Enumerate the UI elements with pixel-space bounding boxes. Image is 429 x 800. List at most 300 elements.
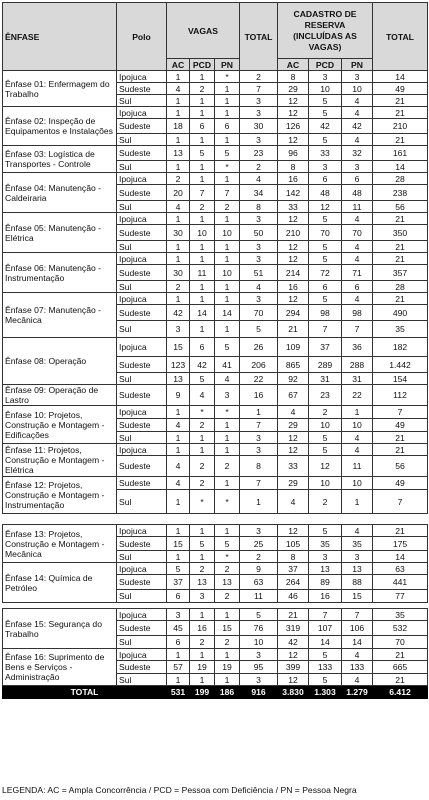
- value-cell: 21: [373, 444, 428, 456]
- value-cell: 14: [190, 305, 215, 321]
- value-cell: 3: [240, 241, 278, 253]
- polo-cell: Sudeste: [117, 305, 167, 321]
- value-cell: 2: [240, 551, 278, 563]
- value-cell: 29: [278, 419, 309, 432]
- polo-cell: Sul: [117, 490, 167, 514]
- value-cell: 2: [190, 563, 215, 575]
- value-cell: 10: [309, 83, 342, 95]
- value-cell: 5: [309, 95, 342, 107]
- value-cell: *: [215, 406, 240, 419]
- value-cell: 1: [215, 674, 240, 686]
- spacer-cell: [3, 514, 428, 525]
- value-cell: 13: [167, 146, 190, 161]
- value-cell: 34: [240, 185, 278, 201]
- value-cell: 10: [342, 419, 373, 432]
- value-cell: 63: [373, 563, 428, 575]
- polo-cell: Ipojuca: [117, 609, 167, 621]
- value-cell: 33: [309, 146, 342, 161]
- value-cell: 4: [167, 83, 190, 95]
- value-cell: 1: [240, 490, 278, 514]
- polo-cell: Sul: [117, 95, 167, 107]
- value-cell: 2: [215, 201, 240, 213]
- value-cell: 3: [240, 95, 278, 107]
- value-cell: 7: [240, 419, 278, 432]
- polo-cell: Ipojuca: [117, 71, 167, 83]
- value-cell: 3: [342, 551, 373, 563]
- header-pcd-reserva: PCD: [309, 59, 342, 71]
- polo-cell: Sudeste: [117, 419, 167, 432]
- value-cell: 2: [190, 477, 215, 490]
- value-cell: 16: [240, 385, 278, 406]
- value-cell: 5: [309, 649, 342, 661]
- value-cell: 71: [342, 265, 373, 281]
- polo-cell: Sul: [117, 432, 167, 444]
- polo-cell: Ipojuca: [117, 253, 167, 265]
- value-cell: 1: [215, 649, 240, 661]
- value-cell: 1: [167, 71, 190, 83]
- value-cell: 238: [373, 185, 428, 201]
- value-cell: 1: [215, 107, 240, 119]
- value-cell: 3: [309, 161, 342, 173]
- value-cell: 1: [167, 432, 190, 444]
- value-cell: 5: [215, 338, 240, 357]
- value-cell: 21: [373, 649, 428, 661]
- value-cell: 70: [309, 225, 342, 241]
- value-cell: 12: [278, 674, 309, 686]
- value-cell: 4: [167, 477, 190, 490]
- value-cell: 36: [342, 338, 373, 357]
- value-cell: 5: [309, 213, 342, 225]
- value-cell: 7: [309, 609, 342, 621]
- value-cell: 1: [167, 107, 190, 119]
- value-cell: 142: [278, 185, 309, 201]
- table-row: [3, 173, 428, 185]
- value-cell: 1: [190, 674, 215, 686]
- value-cell: 1: [190, 525, 215, 537]
- value-cell: 1: [215, 525, 240, 537]
- value-cell: 31: [342, 373, 373, 385]
- polo-cell: Sul: [117, 321, 167, 338]
- value-cell: 12: [278, 525, 309, 537]
- total-value-cell: 1.303: [309, 686, 342, 699]
- value-cell: 4: [342, 213, 373, 225]
- value-cell: 5: [215, 537, 240, 551]
- value-cell: 210: [278, 225, 309, 241]
- enfase-name: Ênfase 05: Manutenção - Elétrica: [3, 213, 117, 253]
- value-cell: 12: [278, 444, 309, 456]
- value-cell: 1: [190, 444, 215, 456]
- value-cell: 4: [278, 490, 309, 514]
- value-cell: 22: [240, 373, 278, 385]
- value-cell: 35: [373, 321, 428, 338]
- value-cell: 3: [240, 253, 278, 265]
- value-cell: 7: [309, 321, 342, 338]
- value-cell: 10: [215, 265, 240, 281]
- value-cell: 106: [342, 621, 373, 636]
- value-cell: 67: [278, 385, 309, 406]
- value-cell: 7: [240, 83, 278, 95]
- value-cell: 4: [278, 406, 309, 419]
- value-cell: 2: [190, 201, 215, 213]
- value-cell: 98: [342, 305, 373, 321]
- value-cell: 4: [167, 201, 190, 213]
- value-cell: 37: [278, 563, 309, 575]
- value-cell: 76: [240, 621, 278, 636]
- value-cell: 10: [342, 477, 373, 490]
- value-cell: 3: [342, 161, 373, 173]
- polo-cell: Sudeste: [117, 537, 167, 551]
- table-row: [3, 253, 428, 265]
- table-row: [3, 71, 428, 83]
- value-cell: 21: [373, 432, 428, 444]
- value-cell: 4: [342, 107, 373, 119]
- polo-cell: Sudeste: [117, 119, 167, 134]
- polo-cell: Sul: [117, 281, 167, 293]
- value-cell: 33: [278, 201, 309, 213]
- value-cell: 32: [342, 146, 373, 161]
- value-cell: 37: [167, 575, 190, 590]
- value-cell: 11: [240, 590, 278, 603]
- value-cell: 1: [190, 649, 215, 661]
- value-cell: *: [190, 490, 215, 514]
- value-cell: 1: [167, 95, 190, 107]
- value-cell: 107: [309, 621, 342, 636]
- value-cell: 665: [373, 661, 428, 674]
- polo-cell: Sul: [117, 134, 167, 146]
- value-cell: 1: [215, 253, 240, 265]
- table-row: [3, 444, 428, 456]
- value-cell: 441: [373, 575, 428, 590]
- value-cell: 21: [373, 674, 428, 686]
- value-cell: 4: [342, 674, 373, 686]
- value-cell: 15: [342, 590, 373, 603]
- value-cell: 1: [215, 281, 240, 293]
- value-cell: 89: [309, 575, 342, 590]
- value-cell: 21: [373, 293, 428, 305]
- value-cell: 4: [342, 649, 373, 661]
- value-cell: 11: [342, 456, 373, 477]
- value-cell: 865: [278, 357, 309, 373]
- total-label: TOTAL: [3, 686, 167, 699]
- polo-cell: Sudeste: [117, 146, 167, 161]
- value-cell: 288: [342, 357, 373, 373]
- table-row: [3, 385, 428, 406]
- value-cell: 6: [190, 338, 215, 357]
- total-value-cell: 6.412: [373, 686, 428, 699]
- value-cell: 3: [167, 609, 190, 621]
- enfase-name: Ênfase 10: Projetos, Construção e Montagem - Edificações: [3, 406, 117, 444]
- enfase-name: Ênfase 12: Projetos, Construção e Montagem - Instrumentação: [3, 477, 117, 514]
- value-cell: 4: [342, 293, 373, 305]
- polo-cell: Ipojuca: [117, 107, 167, 119]
- value-cell: 5: [309, 444, 342, 456]
- value-cell: 1: [167, 161, 190, 173]
- value-cell: 35: [373, 609, 428, 621]
- value-cell: 12: [278, 241, 309, 253]
- polo-cell: Ipojuca: [117, 338, 167, 357]
- value-cell: 6: [215, 119, 240, 134]
- value-cell: 1: [190, 173, 215, 185]
- polo-cell: Sudeste: [117, 575, 167, 590]
- header-ac-reserva: AC: [278, 59, 309, 71]
- value-cell: 21: [373, 241, 428, 253]
- value-cell: 30: [167, 265, 190, 281]
- value-cell: 42: [342, 119, 373, 134]
- value-cell: 12: [278, 95, 309, 107]
- value-cell: 105: [278, 537, 309, 551]
- value-cell: 12: [278, 253, 309, 265]
- value-cell: 2: [190, 83, 215, 95]
- value-cell: 1: [190, 95, 215, 107]
- total-value-cell: 199: [190, 686, 215, 699]
- value-cell: 1: [215, 134, 240, 146]
- value-cell: 206: [240, 357, 278, 373]
- value-cell: 1: [167, 406, 190, 419]
- value-cell: 56: [373, 201, 428, 213]
- value-cell: 51: [240, 265, 278, 281]
- header-enfase: ÊNFASE: [3, 3, 117, 71]
- value-cell: 2: [167, 281, 190, 293]
- enfase-name: Ênfase 08: Operação: [3, 338, 117, 385]
- value-cell: 14: [373, 71, 428, 83]
- value-cell: 12: [278, 213, 309, 225]
- section-spacer: [3, 514, 428, 525]
- value-cell: 1: [167, 551, 190, 563]
- value-cell: 182: [373, 338, 428, 357]
- polo-cell: Ipojuca: [117, 293, 167, 305]
- value-cell: 4: [342, 432, 373, 444]
- value-cell: 9: [167, 385, 190, 406]
- value-cell: 1: [167, 649, 190, 661]
- value-cell: 72: [309, 265, 342, 281]
- table-row: [3, 146, 428, 161]
- value-cell: 18: [167, 119, 190, 134]
- table-row: [3, 338, 428, 357]
- value-cell: *: [215, 161, 240, 173]
- value-cell: 7: [190, 185, 215, 201]
- value-cell: 25: [240, 537, 278, 551]
- value-cell: 14: [215, 305, 240, 321]
- value-cell: 12: [309, 201, 342, 213]
- value-cell: 1: [190, 253, 215, 265]
- value-cell: 5: [309, 674, 342, 686]
- table-row: [3, 293, 428, 305]
- total-value-cell: 1.279: [342, 686, 373, 699]
- value-cell: 8: [278, 71, 309, 83]
- value-cell: 9: [240, 563, 278, 575]
- value-cell: 2: [215, 590, 240, 603]
- value-cell: 13: [342, 563, 373, 575]
- value-cell: 3: [240, 525, 278, 537]
- value-cell: 35: [309, 537, 342, 551]
- value-cell: 3: [167, 321, 190, 338]
- value-cell: 8: [240, 456, 278, 477]
- value-cell: 11: [190, 265, 215, 281]
- value-cell: 28: [373, 281, 428, 293]
- table-row: [3, 477, 428, 490]
- value-cell: 21: [278, 609, 309, 621]
- value-cell: 264: [278, 575, 309, 590]
- header-total-reserva: TOTAL: [373, 3, 428, 71]
- value-cell: 2: [190, 419, 215, 432]
- value-cell: 2: [190, 636, 215, 649]
- value-cell: 1: [215, 83, 240, 95]
- value-cell: 15: [215, 621, 240, 636]
- value-cell: 31: [309, 373, 342, 385]
- total-value-cell: 531: [167, 686, 190, 699]
- value-cell: 2: [240, 71, 278, 83]
- value-cell: 112: [373, 385, 428, 406]
- value-cell: 21: [373, 107, 428, 119]
- value-cell: 1: [215, 95, 240, 107]
- value-cell: 3: [240, 213, 278, 225]
- value-cell: 21: [373, 95, 428, 107]
- value-cell: 1: [167, 253, 190, 265]
- value-cell: 289: [309, 357, 342, 373]
- enfase-name: Ênfase 02: Inspeção de Equipamentos e Instalações: [3, 107, 117, 146]
- value-cell: 1: [167, 241, 190, 253]
- value-cell: 123: [167, 357, 190, 373]
- value-cell: 13: [190, 575, 215, 590]
- enfase-name: Ênfase 06: Manutenção - Instrumentação: [3, 253, 117, 293]
- header-pn: PN: [215, 59, 240, 71]
- value-cell: 5: [309, 525, 342, 537]
- value-cell: 8: [240, 201, 278, 213]
- value-cell: 7: [215, 185, 240, 201]
- table-row: [3, 107, 428, 119]
- value-cell: 4: [342, 241, 373, 253]
- value-cell: 10: [342, 83, 373, 95]
- value-cell: 8: [278, 161, 309, 173]
- value-cell: 12: [278, 107, 309, 119]
- value-cell: 29: [278, 477, 309, 490]
- enfase-name: Ênfase 16: Suprimento de Bens e Serviços - Administração: [3, 649, 117, 686]
- value-cell: 4: [342, 253, 373, 265]
- value-cell: 4: [342, 95, 373, 107]
- value-cell: 26: [240, 338, 278, 357]
- value-cell: 1: [190, 551, 215, 563]
- value-cell: 5: [190, 146, 215, 161]
- polo-cell: Sul: [117, 590, 167, 603]
- value-cell: 1: [167, 444, 190, 456]
- table-row: [3, 213, 428, 225]
- value-cell: 1: [190, 321, 215, 338]
- value-cell: 3: [342, 71, 373, 83]
- value-cell: 1: [215, 173, 240, 185]
- value-cell: 88: [342, 575, 373, 590]
- header-ac: AC: [167, 59, 190, 71]
- header-pn-reserva: PN: [342, 59, 373, 71]
- value-cell: 21: [373, 253, 428, 265]
- value-cell: 1: [167, 134, 190, 146]
- value-cell: 1: [190, 609, 215, 621]
- value-cell: 294: [278, 305, 309, 321]
- value-cell: 319: [278, 621, 309, 636]
- value-cell: 19: [215, 661, 240, 674]
- value-cell: 10: [190, 225, 215, 241]
- value-cell: 56: [373, 456, 428, 477]
- value-cell: 4: [240, 173, 278, 185]
- value-cell: 5: [309, 241, 342, 253]
- table-row: [3, 563, 428, 575]
- table-row: [3, 649, 428, 661]
- value-cell: 23: [240, 146, 278, 161]
- value-cell: 6: [190, 119, 215, 134]
- total-value-cell: 916: [240, 686, 278, 699]
- polo-cell: Sudeste: [117, 83, 167, 95]
- value-cell: *: [215, 490, 240, 514]
- enfase-name: Ênfase 07: Manutenção - Mecânica: [3, 293, 117, 338]
- value-cell: 175: [373, 537, 428, 551]
- value-cell: 16: [278, 281, 309, 293]
- enfase-name: Ênfase 01: Enfermagem do Trabalho: [3, 71, 117, 107]
- value-cell: 10: [215, 225, 240, 241]
- value-cell: 20: [167, 185, 190, 201]
- value-cell: 13: [215, 575, 240, 590]
- value-cell: 70: [240, 305, 278, 321]
- value-cell: 350: [373, 225, 428, 241]
- value-cell: 6: [342, 281, 373, 293]
- value-cell: 3: [309, 551, 342, 563]
- value-cell: 7: [373, 406, 428, 419]
- value-cell: 16: [278, 173, 309, 185]
- polo-cell: Sudeste: [117, 477, 167, 490]
- value-cell: 10: [240, 636, 278, 649]
- value-cell: 1: [215, 444, 240, 456]
- value-cell: 4: [240, 281, 278, 293]
- value-cell: 1: [190, 281, 215, 293]
- value-cell: 357: [373, 265, 428, 281]
- value-cell: 5: [240, 609, 278, 621]
- header-total: TOTAL: [240, 3, 278, 71]
- value-cell: 5: [309, 134, 342, 146]
- value-cell: 6: [309, 281, 342, 293]
- polo-cell: Sul: [117, 241, 167, 253]
- value-cell: 1.442: [373, 357, 428, 373]
- vacancy-table: [2, 2, 428, 699]
- value-cell: 2: [190, 456, 215, 477]
- value-cell: 15: [167, 338, 190, 357]
- value-cell: 10: [309, 419, 342, 432]
- value-cell: 12: [278, 134, 309, 146]
- value-cell: 21: [373, 525, 428, 537]
- value-cell: 2: [309, 490, 342, 514]
- value-cell: 13: [167, 373, 190, 385]
- value-cell: 42: [278, 636, 309, 649]
- value-cell: 1: [190, 241, 215, 253]
- value-cell: 12: [278, 649, 309, 661]
- value-cell: 21: [373, 213, 428, 225]
- value-cell: 42: [309, 119, 342, 134]
- enfase-name: Ênfase 09: Operação de Lastro: [3, 385, 117, 406]
- polo-cell: Ipojuca: [117, 444, 167, 456]
- value-cell: 1: [190, 107, 215, 119]
- value-cell: 133: [309, 661, 342, 674]
- value-cell: 42: [167, 305, 190, 321]
- value-cell: 5: [309, 432, 342, 444]
- value-cell: 63: [240, 575, 278, 590]
- value-cell: 1: [215, 419, 240, 432]
- header-pcd: PCD: [190, 59, 215, 71]
- value-cell: 4: [342, 525, 373, 537]
- polo-cell: Ipojuca: [117, 649, 167, 661]
- value-cell: 7: [240, 477, 278, 490]
- value-cell: 12: [278, 432, 309, 444]
- value-cell: 5: [215, 146, 240, 161]
- polo-cell: Sudeste: [117, 621, 167, 636]
- value-cell: 19: [190, 661, 215, 674]
- value-cell: 4: [167, 456, 190, 477]
